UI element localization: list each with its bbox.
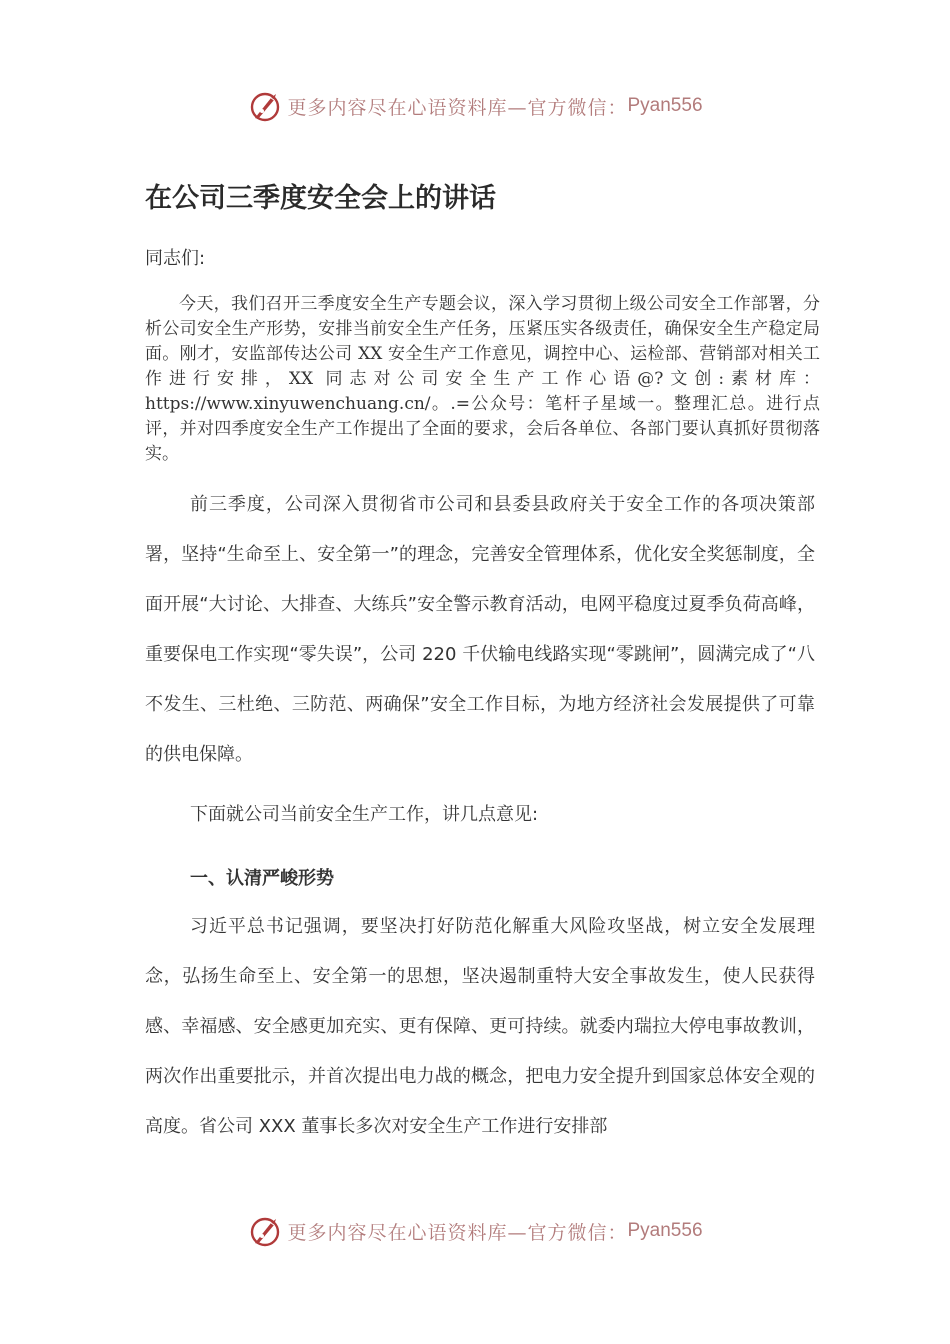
wechat-id: Pyan556: [627, 95, 703, 116]
wechat-id: Pyan556: [627, 1220, 703, 1241]
document-title: 在公司三季度安全会上的讲话: [145, 183, 496, 214]
banner-text: 更多内容尽在心语资料库—官方微信：: [287, 1221, 628, 1244]
footer-banner: [0, 1211, 950, 1251]
pen-nib-circle-icon: [247, 88, 283, 124]
review-paragraph: 前三季度，公司深入贯彻省市公司和县委县政府关于安全工作的各项决策部署，坚持“生命至上、安全第一”的理念，完善安全管理体系，优化安全奖惩制度，全面开展“大讨论、大排查、大练兵”安全警示教育活动，电网平稳度过夏季负荷高峰，重要保电工作实现“零失误”，公司 220 千伏输电线路实现“零跳闸”，圆满完成了“八不发生、三杜绝、三防范、两确保”安全工作目标，为地方经济社会发展提供了可靠的供电保障。: [145, 494, 815, 765]
banner-text: 更多内容尽在心语资料库—官方微信：: [287, 96, 628, 119]
pen-nib-circle-icon: [247, 1213, 283, 1249]
salutation: 同志们:: [145, 248, 206, 269]
situation-paragraph: 习近平总书记强调，要坚决打好防范化解重大风险攻坚战，树立安全发展理念，弘扬生命至上、安全第一的思想，坚决遏制重特大安全事故发生，使人民获得感、幸福感、安全感更加充实、更有保障、更可持续。就委内瑞拉大停电事故教训，两次作出重要批示，并首次提出电力战的概念，把电力安全提升到国家总体安全观的高度。省公司 XXX 董事长多次对安全生产工作进行安排部: [145, 916, 815, 1137]
intro-paragraph: 今天，我们召开三季度安全生产专题会议，深入学习贯彻上级公司安全工作部署，分析公司安全生产形势，安排当前安全生产任务，压紧压实各级责任，确保安全生产稳定局面。刚才，安监部传达公司 XX 安全生产工作意见，调控中心、运检部、营销部对相关工作进行安排，XX 同志对公司安全生产工作心语@?文创:素材库：https://www.xinyuwenchuang.cn/。.=公众号：笔杆子星域一。整理汇总。进行点评，并对四季度安全生产工作提出了全面的要求，会后各单位、各部门要认真抓好贯彻落实。: [145, 294, 820, 464]
transition-paragraph: 下面就公司当前安全生产工作，讲几点意见:: [190, 804, 539, 825]
header-banner: [0, 86, 950, 126]
section-heading: 一、认清严峻形势: [190, 868, 334, 889]
